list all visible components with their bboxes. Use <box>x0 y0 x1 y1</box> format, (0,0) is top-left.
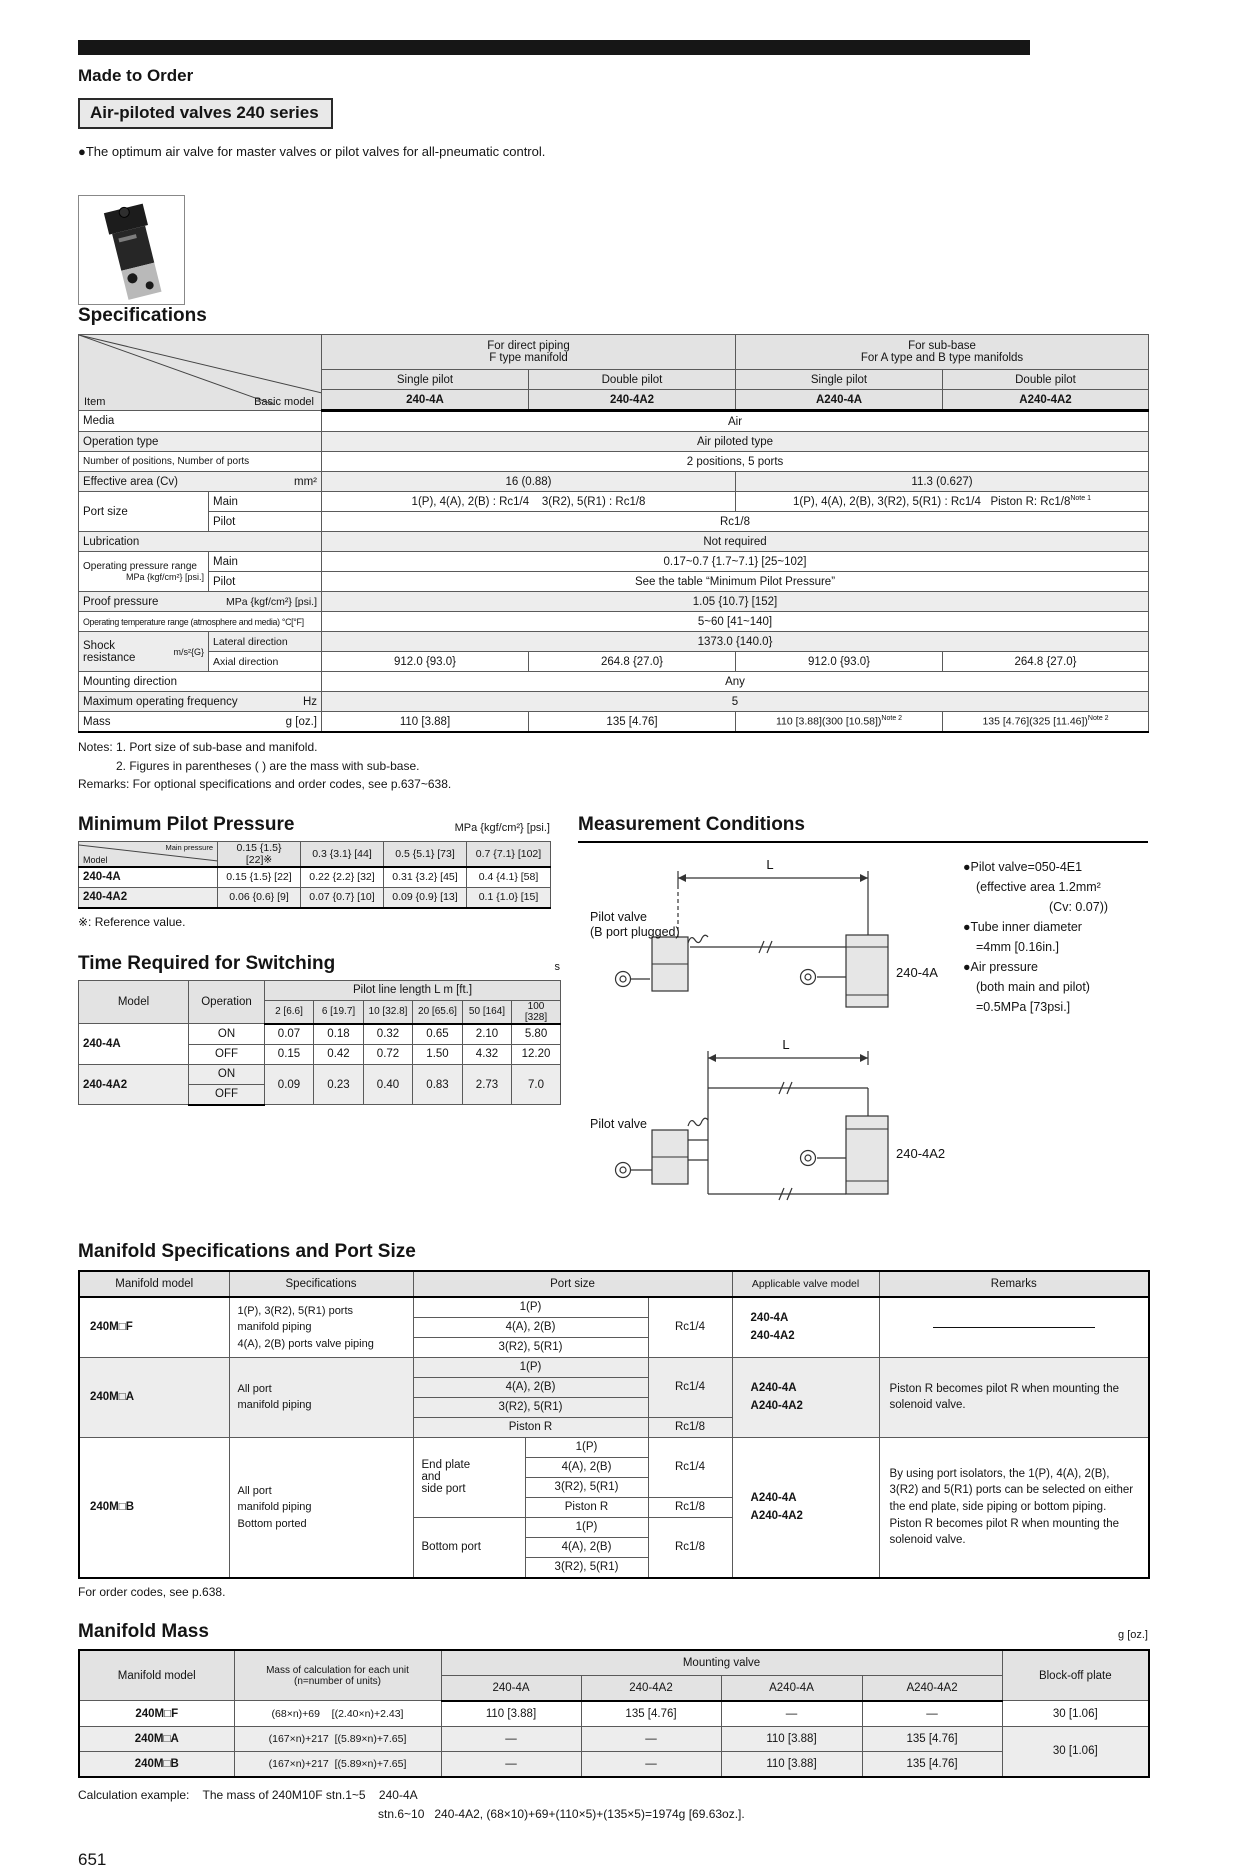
spec-op-pressure-main-value: 0.17~0.7 {1.7~7.1} [25~102] <box>322 552 1149 572</box>
time-value: 0.72 <box>364 1044 413 1064</box>
min-pilot-unit: MPa {kgf/cm²} [psi.] <box>454 821 550 834</box>
spec-operation-value: Air piloted type <box>322 432 1149 452</box>
spec-line: manifold piping <box>237 1399 312 1412</box>
diagonal-lines <box>79 335 322 405</box>
port-cell: 1(P) <box>525 1517 648 1537</box>
off-label: OFF <box>189 1084 265 1105</box>
op-pressure-unit: MPa {kgf/cm²} [psi.] <box>125 572 204 582</box>
mass-value: 135 [4.76] <box>862 1726 1002 1751</box>
applicable-valve-cell <box>732 1297 879 1358</box>
port-size-cell: Rc1/4 <box>648 1357 732 1417</box>
pressure-value: 0.1 {1.0} [15] <box>467 887 551 908</box>
spec-effective-area-label <box>79 472 322 492</box>
shock-unit: m/s²{G} <box>173 646 204 657</box>
spec-note-2: 2. Figures in parentheses ( ) are the mass with sub-base. <box>116 758 420 773</box>
valve-photo-image <box>79 196 184 304</box>
row-model: 240-4A <box>79 867 218 888</box>
pilot-col-header: Single pilot <box>736 370 943 390</box>
spec-temperature-label: Operating temperature range (atmosphere and media) °C[°F] <box>79 612 322 632</box>
pilot-col-header: Single pilot <box>322 370 529 390</box>
mass-calc-formula: (167×n)+217 [(5.89×n)+7.65] <box>234 1751 441 1777</box>
spec-line: All port <box>237 1484 272 1497</box>
pressure-col-header: 0.5 {5.1} [73] <box>384 841 467 867</box>
time-value: 0.15 <box>265 1044 314 1064</box>
switching-heading: Time Required for Switching <box>78 952 336 974</box>
spec-line: All port <box>237 1382 272 1395</box>
manifold-model: 240M□F <box>79 1297 229 1358</box>
dash-line <box>933 1327 1095 1328</box>
bullet-line: (effective area 1.2mm² <box>976 879 1101 894</box>
mass-row-model: 240M□A <box>79 1726 234 1751</box>
port-size-cell: Rc1/4 <box>648 1297 732 1358</box>
group-line: and <box>421 1471 441 1484</box>
port-cell: 4(A), 2(B) <box>525 1457 648 1477</box>
spec-op-pressure-label <box>79 552 209 592</box>
spec-lubrication-label: Lubrication <box>79 532 322 552</box>
top-black-bar <box>78 40 1030 55</box>
time-value: 7.0 <box>512 1064 561 1105</box>
time-value: 0.32 <box>364 1024 413 1045</box>
operation-header: Operation <box>189 980 265 1024</box>
time-value: 4.32 <box>463 1044 512 1064</box>
spec-corner-cell <box>79 335 322 411</box>
spec-media-label: Media <box>79 411 322 432</box>
subbase-line2: For A type and B type manifolds <box>860 352 1024 364</box>
spec-note-1: Notes: 1. Port size of sub-base and manifold. <box>78 740 318 754</box>
header-manifold-model: Manifold model <box>79 1271 229 1297</box>
spec-line: 1(P), 3(R2), 5(R1) ports <box>237 1304 354 1317</box>
spec-operation-label: Operation type <box>79 432 322 452</box>
min-pilot-corner <box>79 841 218 867</box>
port-cell: Piston R <box>525 1497 648 1517</box>
time-value: 0.23 <box>314 1064 364 1105</box>
header-blockoff-plate: Block-off plate <box>1002 1650 1149 1701</box>
spec-positions-label: Number of positions, Number of ports <box>79 452 322 472</box>
mass-v3-text: 110 [3.88](300 [10.58]) <box>775 715 882 728</box>
pilot-valve-label: Pilot valve <box>590 1116 647 1131</box>
model-col-header: A240-4A2 <box>943 390 1149 411</box>
spec-shock-axial-label: Axial direction <box>209 652 322 672</box>
time-value: 0.65 <box>413 1024 463 1045</box>
blockoff-value: 30 [1.06] <box>1002 1726 1149 1777</box>
specifications-table <box>78 334 1149 733</box>
spec-shock-axial-value: 912.0 {93.0} <box>736 652 943 672</box>
on-label: ON <box>189 1024 265 1045</box>
off-label: OFF <box>189 1044 265 1064</box>
valve-model: A240-4A <box>750 1381 797 1394</box>
spec-op-pressure-main-label: Main <box>209 552 322 572</box>
on-label: ON <box>189 1064 265 1084</box>
page-number: 651 <box>78 1850 107 1870</box>
applicable-valve-cell <box>732 1357 879 1437</box>
spec-port-pilot-value: Rc1/8 <box>322 512 1149 532</box>
spec-shock-axial-value: 264.8 {27.0} <box>943 652 1149 672</box>
group-line: End plate <box>421 1459 471 1472</box>
spec-proof-value: 1.05 {10.7} [152] <box>322 592 1149 612</box>
time-value: 2.10 <box>463 1024 512 1045</box>
port-size-cell: Rc1/8 <box>648 1497 732 1517</box>
time-value: 5.80 <box>512 1024 561 1045</box>
header-manifold-model: Manifold model <box>79 1650 234 1701</box>
mass-calc-formula: (167×n)+217 [(5.89×n)+7.65] <box>234 1726 441 1751</box>
port-size-cell: Rc1/8 <box>648 1417 732 1437</box>
spec-line: manifold piping <box>237 1501 312 1514</box>
measurement-diagrams <box>578 851 963 1221</box>
row-model: 240-4A2 <box>79 1064 189 1105</box>
manifold-model: 240M□B <box>79 1437 229 1578</box>
bullet-line: =4mm [0.16in.] <box>976 939 1060 954</box>
product-photo <box>78 195 185 305</box>
valve-col-header: A240-4A2 <box>862 1675 1002 1701</box>
group-header-subbase <box>736 335 1149 370</box>
applicable-valve-cell <box>732 1437 879 1578</box>
spec-port-main-subbase <box>736 492 1149 512</box>
dim-label: L <box>782 1036 790 1052</box>
spec-op-pressure-pilot-value: See the table “Minimum Pilot Pressure” <box>322 572 1149 592</box>
spec-op-pressure-pilot-label: Pilot <box>209 572 322 592</box>
dim-label: L <box>766 856 774 872</box>
spec-line: manifold piping <box>237 1321 312 1334</box>
row-model: 240-4A <box>79 1024 189 1065</box>
spec-frequency-label <box>79 692 322 712</box>
bullet-line: ●Pilot valve=050-4E1 <box>963 859 1083 874</box>
time-value: 2.73 <box>463 1064 512 1105</box>
page-content <box>78 40 1148 1870</box>
manifold-model: 240M□A <box>79 1357 229 1437</box>
remark-cell <box>879 1297 1149 1358</box>
order-codes-note: For order codes, see p.638. <box>78 1584 226 1599</box>
note1-superscript: Note 1 <box>1070 495 1091 503</box>
calculation-example-line1: Calculation example: The mass of 240M10F stn.1~5 240-4A <box>78 1787 418 1802</box>
port-size-cell: Rc1/4 <box>648 1437 732 1497</box>
time-value: 0.09 <box>265 1064 314 1105</box>
mass-value: 135 [4.76] <box>581 1701 721 1727</box>
pilot-col-header: Double pilot <box>529 370 736 390</box>
spec-remarks: Remarks: For optional specifications and order codes, see p.637~638. <box>78 777 452 792</box>
port-size-cell: Rc1/8 <box>648 1517 732 1578</box>
spec-media-value: Air <box>322 411 1149 432</box>
page-title: Air-piloted valves 240 series <box>78 98 333 129</box>
spec-mounting-label: Mounting direction <box>79 672 322 692</box>
port-main-subbase-text: 1(P), 4(A), 2(B), 3(R2), 5(R1) : Rc1/4 Piston R: Rc1/8 <box>793 495 1071 508</box>
model-header: Model <box>79 980 189 1024</box>
header-applicable-valve: Applicable valve model <box>732 1271 879 1297</box>
calc-header-line1: Mass of calculation for each unit <box>266 1664 409 1676</box>
time-value: 0.07 <box>265 1024 314 1045</box>
valve-col-header: A240-4A <box>721 1675 862 1701</box>
made-to-order-label: Made to Order <box>78 66 194 85</box>
manifold-spec-desc <box>229 1357 413 1437</box>
port-cell: 1(P) <box>525 1437 648 1457</box>
pilot-line-header: Pilot line length L m [ft.] <box>265 980 561 1000</box>
proof-text: Proof pressure <box>83 595 159 608</box>
blockoff-value: 30 [1.06] <box>1002 1701 1149 1727</box>
corner-item-label: Item <box>84 396 106 408</box>
bullet-line: =0.5MPa [73psi.] <box>976 999 1071 1014</box>
mass-value: — <box>441 1726 581 1751</box>
main-valve-symbol <box>846 1116 888 1194</box>
mass-value: — <box>441 1751 581 1777</box>
pressure-value: 0.06 {0.6} [9] <box>218 887 301 908</box>
mass-value: 110 [3.88] <box>441 1701 581 1727</box>
bullet-line: (Cv: 0.07)) <box>1049 899 1109 914</box>
time-value: 0.42 <box>314 1044 364 1064</box>
header-mass-calc <box>234 1650 441 1701</box>
valve-model: A240-4A2 <box>750 1510 803 1523</box>
shock-line1: Shock <box>83 639 115 652</box>
spec-port-main-label: Main <box>209 492 322 512</box>
valve-col-header: 240-4A2 <box>581 1675 721 1701</box>
main-valve-symbol <box>846 935 888 1007</box>
diagram-240-4A <box>578 851 963 1031</box>
header-port-size: Port size <box>413 1271 732 1297</box>
corner-model-label: Model <box>83 854 108 865</box>
time-value: 0.40 <box>364 1064 413 1105</box>
pressure-col-header: 0.15 {1.5} [22]※ <box>218 841 301 867</box>
pressure-value: 0.15 {1.5} [22] <box>218 867 301 888</box>
port-group-label: Bottom port <box>413 1517 525 1578</box>
pressure-col-header: 0.3 {3.1} [44] <box>301 841 384 867</box>
port-cell: 3(R2), 5(R1) <box>525 1557 648 1578</box>
specifications-heading: Specifications <box>78 305 207 326</box>
time-value: 12.20 <box>512 1044 561 1064</box>
model-col-header: A240-4A <box>736 390 943 411</box>
group-header-direct <box>322 335 736 370</box>
spec-mass-value: 110 [3.88] <box>322 712 529 733</box>
spec-line: 4(A), 2(B) ports valve piping <box>237 1337 374 1350</box>
valve-model: A240-4A2 <box>750 1400 803 1413</box>
mass-row-model: 240M□F <box>79 1701 234 1727</box>
pilot-col-header: Double pilot <box>943 370 1149 390</box>
mass-value: — <box>581 1751 721 1777</box>
port-cell: 4(A), 2(B) <box>413 1377 648 1397</box>
port-cell: 4(A), 2(B) <box>413 1317 648 1337</box>
header-specifications: Specifications <box>229 1271 413 1297</box>
pilot-valve-label: Pilot valve <box>590 909 647 924</box>
mass-v4-text: 135 [4.76](325 [11.46]) <box>982 715 1088 728</box>
manifold-specs-table <box>78 1270 1150 1579</box>
valve-model: A240-4A <box>750 1491 797 1504</box>
measurement-notes <box>963 851 1148 1221</box>
spec-shock-label <box>79 632 209 672</box>
spec-temperature-value: 5~60 [41~140] <box>322 612 1149 632</box>
diagram-240-4A2 <box>578 1036 963 1216</box>
calculation-example-line2: stn.6~10 240-4A2, (68×10)+69+(110×5)+(135×5)=1974g [69.63oz.]. <box>378 1806 745 1821</box>
bullet-line: ●Tube inner diameter <box>963 919 1082 934</box>
switching-unit: s <box>554 960 560 973</box>
corner-pressure-label: Main pressure <box>165 842 213 852</box>
manifold-mass-heading: Manifold Mass <box>78 1620 209 1642</box>
mass-unit: g [oz.] <box>285 715 317 728</box>
effective-area-text: Effective area (Cv) <box>83 475 179 488</box>
row-model: 240-4A2 <box>79 887 218 908</box>
proof-unit: MPa {kgf/cm²} [psi.] <box>225 595 317 608</box>
spec-lubrication-value: Not required <box>322 532 1149 552</box>
time-value: 0.83 <box>413 1064 463 1105</box>
spec-mass-value <box>943 712 1149 733</box>
port-cell: 1(P) <box>413 1297 648 1318</box>
pressure-value: 0.09 {0.9} [13] <box>384 887 467 908</box>
spec-shock-lateral-label: Lateral direction <box>209 632 322 652</box>
mass-calc-formula: (68×n)+69 [(2.40×n)+2.43] <box>234 1701 441 1727</box>
port-cell: 4(A), 2(B) <box>525 1537 648 1557</box>
length-header: 2 [6.6] <box>265 1000 314 1024</box>
header-mounting-valve: Mounting valve <box>441 1650 1002 1676</box>
time-value: 0.18 <box>314 1024 364 1045</box>
length-header: 6 [19.7] <box>314 1000 364 1024</box>
mass-value: 110 [3.88] <box>721 1726 862 1751</box>
manifold-mass-unit: g [oz.] <box>1118 1628 1148 1641</box>
spec-mounting-value: Any <box>322 672 1149 692</box>
note2-superscript: Note 2 <box>1087 715 1109 723</box>
spec-port-main-direct: 1(P), 4(A), 2(B) : Rc1/4 3(R2), 5(R1) : Rc1/8 <box>322 492 736 512</box>
pressure-value: 0.07 {0.7} [10] <box>301 887 384 908</box>
time-value: 1.50 <box>413 1044 463 1064</box>
port-cell: Piston R <box>413 1417 648 1437</box>
length-header: 10 [32.8] <box>364 1000 413 1024</box>
op-pressure-text: Operating pressure range <box>83 561 197 572</box>
header-remarks: Remarks <box>879 1271 1149 1297</box>
pressure-value: 0.4 {4.1} [58] <box>467 867 551 888</box>
valve-model-label: 240-4A2 <box>896 1145 946 1161</box>
middle-section <box>78 814 1148 1221</box>
mass-value: — <box>862 1701 1002 1727</box>
switching-table <box>78 980 561 1106</box>
mass-value: 135 [4.76] <box>862 1751 1002 1777</box>
manifold-specs-heading: Manifold Specifications and Port Size <box>78 1240 416 1262</box>
mass-value: — <box>581 1726 721 1751</box>
direct-piping-line2: F type manifold <box>489 352 568 364</box>
model-col-header: 240-4A2 <box>529 390 736 411</box>
mass-value: — <box>721 1701 862 1727</box>
valve-model-label: 240-4A <box>896 964 938 980</box>
frequency-unit: Hz <box>302 695 317 708</box>
port-group-label <box>413 1437 525 1517</box>
manifold-spec-desc <box>229 1437 413 1578</box>
left-column <box>78 814 578 1221</box>
spec-effective-area-subbase: 11.3 (0.627) <box>736 472 1149 492</box>
valve-model: 240-4A <box>750 1311 789 1324</box>
direct-piping-line1: For direct piping <box>487 340 570 352</box>
pressure-col-header: 0.7 {7.1} [102] <box>467 841 551 867</box>
shock-line2: resistance <box>83 651 136 664</box>
port-cell: 1(P) <box>413 1357 648 1377</box>
spec-frequency-value: 5 <box>322 692 1149 712</box>
valve-model: 240-4A2 <box>750 1330 795 1343</box>
pilot-valve-sublabel: (B port plugged) <box>590 924 680 939</box>
length-header: 100 [328] <box>512 1000 561 1024</box>
valve-body <box>112 226 154 271</box>
min-pilot-footnote: ※: Reference value. <box>78 914 186 929</box>
spec-proof-label <box>79 592 322 612</box>
calc-header-line2: (n=number of units) <box>294 1675 381 1687</box>
shock-text <box>83 640 135 664</box>
lead-bullet-text: ●The optimum air valve for master valves or pilot valves for all-pneumatic control. <box>78 144 546 159</box>
bullet-line: (both main and pilot) <box>976 979 1090 994</box>
pressure-value: 0.22 {2.2} [32] <box>301 867 384 888</box>
frequency-text: Maximum operating frequency <box>83 695 238 708</box>
model-col-header: 240-4A <box>322 390 529 411</box>
length-header: 20 [65.6] <box>413 1000 463 1024</box>
min-pilot-heading: Minimum Pilot Pressure <box>78 813 295 835</box>
group-line: side port <box>421 1483 466 1496</box>
remark-cell: By using port isolators, the 1(P), 4(A), 2(B), 3(R2) and 5(R1) ports can be selected on either the end plate, side piping or bottom piping. Piston R becomes pilot R when mounting the solenoid valve. <box>879 1437 1149 1578</box>
bullet-line: ●Air pressure <box>963 959 1038 974</box>
pressure-value: 0.31 {3.2} [45] <box>384 867 467 888</box>
note2-superscript: Note 2 <box>881 715 903 723</box>
effective-area-unit: mm² <box>294 475 317 488</box>
spec-mass-value <box>736 712 943 733</box>
mass-text: Mass <box>83 715 111 728</box>
spec-mass-value: 135 [4.76] <box>529 712 736 733</box>
spec-effective-area-direct: 16 (0.88) <box>322 472 736 492</box>
measurement-conditions <box>578 814 1148 1221</box>
manifold-spec-desc <box>229 1297 413 1358</box>
corner-basic-model-label: Basic model <box>254 396 314 408</box>
spec-positions-value: 2 positions, 5 ports <box>322 452 1149 472</box>
port-cell: 3(R2), 5(R1) <box>413 1397 648 1417</box>
length-header: 50 [164] <box>463 1000 512 1024</box>
manifold-mass-table <box>78 1649 1150 1778</box>
port-cell: 3(R2), 5(R1) <box>525 1477 648 1497</box>
spec-shock-lateral-value: 1373.0 {140.0} <box>322 632 1149 652</box>
min-pilot-table <box>78 841 551 909</box>
spec-line: Bottom ported <box>237 1517 307 1530</box>
spec-port-pilot-label: Pilot <box>209 512 322 532</box>
valve-col-header: 240-4A <box>441 1675 581 1701</box>
mass-value: 110 [3.88] <box>721 1751 862 1777</box>
spec-port-size-label: Port size <box>79 492 209 532</box>
subbase-line1: For sub-base <box>908 340 976 352</box>
measurement-heading: Measurement Conditions <box>578 814 1148 843</box>
spec-shock-axial-value: 264.8 {27.0} <box>529 652 736 672</box>
spec-shock-axial-value: 912.0 {93.0} <box>322 652 529 672</box>
remark-cell: Piston R becomes pilot R when mounting the solenoid valve. <box>879 1357 1149 1437</box>
mass-row-model: 240M□B <box>79 1751 234 1777</box>
port-cell: 3(R2), 5(R1) <box>413 1337 648 1357</box>
spec-mass-label <box>79 712 322 733</box>
